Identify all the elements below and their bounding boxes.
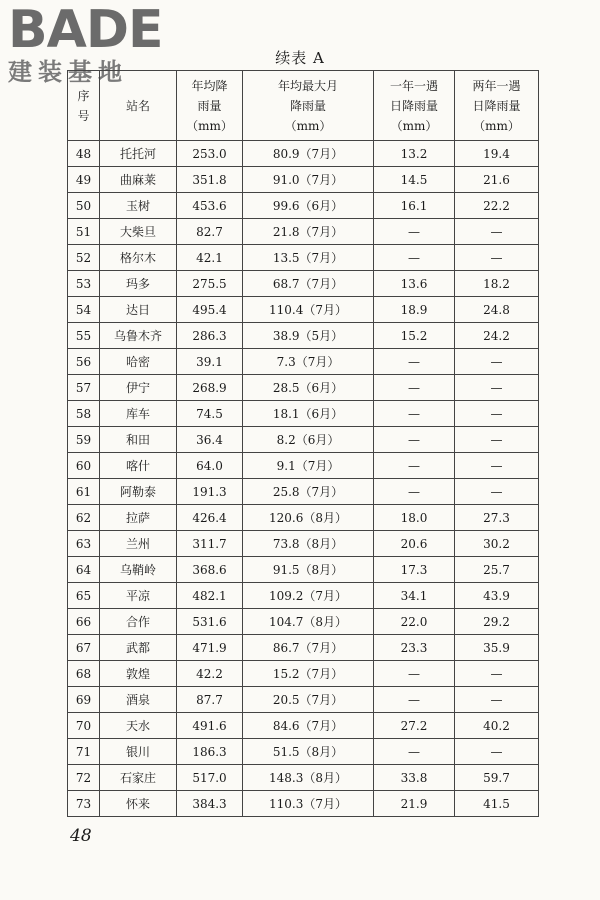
- cell-no: 52: [68, 245, 100, 271]
- cell-two-year-daily: 41.5: [455, 791, 539, 817]
- cell-annual-rainfall: 82.7: [177, 219, 243, 245]
- cell-two-year-daily: 18.2: [455, 271, 539, 297]
- cell-station: 石家庄: [100, 765, 177, 791]
- table-row: [68, 141, 539, 167]
- cell-station: 拉萨: [100, 505, 177, 531]
- cell-no: 71: [68, 739, 100, 765]
- table-row: [68, 531, 539, 557]
- cell-station: 格尔木: [100, 245, 177, 271]
- cell-annual-rainfall: 495.4: [177, 297, 243, 323]
- cell-station: 大柴旦: [100, 219, 177, 245]
- header-station: [100, 71, 177, 141]
- cell-one-year-daily: 15.2: [374, 323, 455, 349]
- cell-one-year-daily: —: [374, 245, 455, 271]
- table-row: [68, 687, 539, 713]
- cell-max-month-rainfall: 8.2（6月）: [243, 427, 374, 453]
- table-row: [68, 167, 539, 193]
- table-row: [68, 271, 539, 297]
- cell-station: 喀什: [100, 453, 177, 479]
- cell-two-year-daily: 40.2: [455, 713, 539, 739]
- cell-station: 库车: [100, 401, 177, 427]
- cell-one-year-daily: —: [374, 687, 455, 713]
- cell-station: 托托河: [100, 141, 177, 167]
- cell-station: 玛多: [100, 271, 177, 297]
- cell-no: 55: [68, 323, 100, 349]
- header-line: 号: [77, 108, 90, 123]
- cell-max-month-rainfall: 13.5（7月）: [243, 245, 374, 271]
- cell-no: 70: [68, 713, 100, 739]
- cell-two-year-daily: —: [455, 427, 539, 453]
- cell-max-month-rainfall: 25.8（7月）: [243, 479, 374, 505]
- cell-no: 48: [68, 141, 100, 167]
- table-row: [68, 791, 539, 817]
- header-line: 日降雨量: [472, 98, 521, 113]
- cell-two-year-daily: 29.2: [455, 609, 539, 635]
- header-line: 一年一遇: [389, 78, 438, 93]
- cell-station: 和田: [100, 427, 177, 453]
- cell-max-month-rainfall: 110.3（7月）: [243, 791, 374, 817]
- cell-max-month-rainfall: 110.4（7月）: [243, 297, 374, 323]
- cell-annual-rainfall: 517.0: [177, 765, 243, 791]
- cell-one-year-daily: 18.9: [374, 297, 455, 323]
- cell-two-year-daily: 21.6: [455, 167, 539, 193]
- cell-station: 哈密: [100, 349, 177, 375]
- cell-two-year-daily: 24.8: [455, 297, 539, 323]
- cell-no: 73: [68, 791, 100, 817]
- cell-one-year-daily: 13.2: [374, 141, 455, 167]
- cell-one-year-daily: 13.6: [374, 271, 455, 297]
- cell-station: 怀来: [100, 791, 177, 817]
- cell-max-month-rainfall: 99.6（6月）: [243, 193, 374, 219]
- table-row: [68, 661, 539, 687]
- cell-two-year-daily: —: [455, 219, 539, 245]
- cell-no: 63: [68, 531, 100, 557]
- cell-station: 兰州: [100, 531, 177, 557]
- cell-station: 阿勒泰: [100, 479, 177, 505]
- table-caption: 续表 A: [275, 49, 325, 67]
- cell-one-year-daily: —: [374, 401, 455, 427]
- table-row: [68, 453, 539, 479]
- cell-one-year-daily: 21.9: [374, 791, 455, 817]
- cell-no: 67: [68, 635, 100, 661]
- cell-one-year-daily: 17.3: [374, 557, 455, 583]
- cell-one-year-daily: —: [374, 739, 455, 765]
- cell-max-month-rainfall: 51.5（8月）: [243, 739, 374, 765]
- header-line: 雨量: [197, 98, 222, 113]
- cell-annual-rainfall: 453.6: [177, 193, 243, 219]
- cell-annual-rainfall: 42.2: [177, 661, 243, 687]
- cell-one-year-daily: 20.6: [374, 531, 455, 557]
- table-row: [68, 375, 539, 401]
- cell-two-year-daily: 30.2: [455, 531, 539, 557]
- cell-no: 49: [68, 167, 100, 193]
- header-two-year-daily: [455, 71, 539, 141]
- cell-two-year-daily: —: [455, 739, 539, 765]
- cell-two-year-daily: —: [455, 349, 539, 375]
- cell-no: 56: [68, 349, 100, 375]
- cell-annual-rainfall: 87.7: [177, 687, 243, 713]
- cell-two-year-daily: 22.2: [455, 193, 539, 219]
- cell-station: 曲麻莱: [100, 167, 177, 193]
- cell-annual-rainfall: 286.3: [177, 323, 243, 349]
- cell-station: 达日: [100, 297, 177, 323]
- cell-station: 银川: [100, 739, 177, 765]
- cell-max-month-rainfall: 84.6（7月）: [243, 713, 374, 739]
- cell-station: 酒泉: [100, 687, 177, 713]
- cell-one-year-daily: —: [374, 349, 455, 375]
- cell-max-month-rainfall: 28.5（6月）: [243, 375, 374, 401]
- cell-no: 61: [68, 479, 100, 505]
- header-line: （mm）: [186, 118, 233, 133]
- cell-max-month-rainfall: 109.2（7月）: [243, 583, 374, 609]
- cell-annual-rainfall: 39.1: [177, 349, 243, 375]
- cell-annual-rainfall: 491.6: [177, 713, 243, 739]
- cell-station: 合作: [100, 609, 177, 635]
- table-row: [68, 401, 539, 427]
- cell-station: 敦煌: [100, 661, 177, 687]
- cell-station: 平凉: [100, 583, 177, 609]
- cell-station: 天水: [100, 713, 177, 739]
- cell-annual-rainfall: 471.9: [177, 635, 243, 661]
- cell-annual-rainfall: 268.9: [177, 375, 243, 401]
- cell-two-year-daily: 35.9: [455, 635, 539, 661]
- cell-no: 58: [68, 401, 100, 427]
- table-row: [68, 713, 539, 739]
- cell-station: 玉树: [100, 193, 177, 219]
- cell-max-month-rainfall: 38.9（5月）: [243, 323, 374, 349]
- cell-two-year-daily: —: [455, 453, 539, 479]
- cell-annual-rainfall: 531.6: [177, 609, 243, 635]
- table-row: [68, 505, 539, 531]
- cell-annual-rainfall: 311.7: [177, 531, 243, 557]
- cell-annual-rainfall: 368.6: [177, 557, 243, 583]
- header-line: 降雨量: [289, 98, 326, 113]
- table-row: [68, 427, 539, 453]
- header-line: （mm）: [473, 118, 520, 133]
- header-line: 年均最大月: [277, 78, 338, 93]
- cell-two-year-daily: —: [455, 661, 539, 687]
- cell-no: 72: [68, 765, 100, 791]
- cell-annual-rainfall: 42.1: [177, 245, 243, 271]
- cell-annual-rainfall: 36.4: [177, 427, 243, 453]
- cell-annual-rainfall: 384.3: [177, 791, 243, 817]
- cell-annual-rainfall: 64.0: [177, 453, 243, 479]
- table-row: [68, 349, 539, 375]
- table-row: [68, 583, 539, 609]
- cell-station: 武都: [100, 635, 177, 661]
- table-row: [68, 635, 539, 661]
- cell-one-year-daily: —: [374, 479, 455, 505]
- cell-one-year-daily: 16.1: [374, 193, 455, 219]
- cell-one-year-daily: —: [374, 661, 455, 687]
- table-row: [68, 323, 539, 349]
- cell-max-month-rainfall: 7.3（7月）: [243, 349, 374, 375]
- cell-max-month-rainfall: 120.6（8月）: [243, 505, 374, 531]
- logo-subtitle: 建装基地: [8, 58, 128, 86]
- cell-max-month-rainfall: 68.7（7月）: [243, 271, 374, 297]
- cell-two-year-daily: 19.4: [455, 141, 539, 167]
- cell-annual-rainfall: 74.5: [177, 401, 243, 427]
- cell-one-year-daily: 34.1: [374, 583, 455, 609]
- cell-max-month-rainfall: 91.5（8月）: [243, 557, 374, 583]
- header-line: 序: [77, 88, 90, 103]
- cell-annual-rainfall: 186.3: [177, 739, 243, 765]
- cell-two-year-daily: 25.7: [455, 557, 539, 583]
- header-line: （mm）: [284, 118, 332, 133]
- header-line: 日降雨量: [389, 98, 438, 113]
- table-row: [68, 219, 539, 245]
- cell-no: 60: [68, 453, 100, 479]
- cell-two-year-daily: 43.9: [455, 583, 539, 609]
- cell-max-month-rainfall: 18.1（6月）: [243, 401, 374, 427]
- cell-one-year-daily: 14.5: [374, 167, 455, 193]
- header-one-year-daily: [374, 71, 455, 141]
- cell-two-year-daily: —: [455, 401, 539, 427]
- cell-one-year-daily: —: [374, 453, 455, 479]
- cell-max-month-rainfall: 91.0（7月）: [243, 167, 374, 193]
- cell-max-month-rainfall: 73.8（8月）: [243, 531, 374, 557]
- table-row: [68, 609, 539, 635]
- cell-annual-rainfall: 253.0: [177, 141, 243, 167]
- cell-two-year-daily: 24.2: [455, 323, 539, 349]
- cell-no: 62: [68, 505, 100, 531]
- cell-station: 乌鞘岭: [100, 557, 177, 583]
- header-line: 年均降: [191, 78, 228, 93]
- cell-no: 64: [68, 557, 100, 583]
- header-line: （mm）: [390, 118, 438, 133]
- page-number: 48: [70, 826, 92, 846]
- cell-max-month-rainfall: 80.9（7月）: [243, 141, 374, 167]
- cell-no: 59: [68, 427, 100, 453]
- cell-no: 68: [68, 661, 100, 687]
- cell-no: 69: [68, 687, 100, 713]
- cell-station: 伊宁: [100, 375, 177, 401]
- table-row: [68, 479, 539, 505]
- cell-one-year-daily: 33.8: [374, 765, 455, 791]
- cell-max-month-rainfall: 21.8（7月）: [243, 219, 374, 245]
- cell-annual-rainfall: 275.5: [177, 271, 243, 297]
- cell-no: 65: [68, 583, 100, 609]
- cell-no: 50: [68, 193, 100, 219]
- cell-no: 57: [68, 375, 100, 401]
- cell-two-year-daily: —: [455, 479, 539, 505]
- table-row: [68, 739, 539, 765]
- rainfall-table: [67, 70, 539, 817]
- cell-no: 53: [68, 271, 100, 297]
- cell-annual-rainfall: 426.4: [177, 505, 243, 531]
- table-row: [68, 557, 539, 583]
- cell-max-month-rainfall: 9.1（7月）: [243, 453, 374, 479]
- header-line: 两年一遇: [472, 78, 521, 93]
- cell-two-year-daily: —: [455, 375, 539, 401]
- header-row: [68, 71, 539, 141]
- cell-no: 54: [68, 297, 100, 323]
- header-max-month-rainfall: [243, 71, 374, 141]
- cell-max-month-rainfall: 20.5（7月）: [243, 687, 374, 713]
- cell-max-month-rainfall: 15.2（7月）: [243, 661, 374, 687]
- cell-max-month-rainfall: 86.7（7月）: [243, 635, 374, 661]
- cell-annual-rainfall: 482.1: [177, 583, 243, 609]
- cell-no: 66: [68, 609, 100, 635]
- header-annual-rainfall: [177, 71, 243, 141]
- cell-annual-rainfall: 351.8: [177, 167, 243, 193]
- header-no: [68, 71, 100, 141]
- table-row: [68, 765, 539, 791]
- cell-one-year-daily: 18.0: [374, 505, 455, 531]
- header-line: 站名: [125, 98, 150, 113]
- cell-two-year-daily: —: [455, 687, 539, 713]
- cell-annual-rainfall: 191.3: [177, 479, 243, 505]
- cell-no: 51: [68, 219, 100, 245]
- cell-one-year-daily: 23.3: [374, 635, 455, 661]
- cell-one-year-daily: 22.0: [374, 609, 455, 635]
- cell-max-month-rainfall: 104.7（8月）: [243, 609, 374, 635]
- cell-one-year-daily: —: [374, 375, 455, 401]
- table-row: [68, 193, 539, 219]
- cell-two-year-daily: 59.7: [455, 765, 539, 791]
- table-row: [68, 297, 539, 323]
- cell-station: 乌鲁木齐: [100, 323, 177, 349]
- cell-two-year-daily: 27.3: [455, 505, 539, 531]
- cell-max-month-rainfall: 148.3（8月）: [243, 765, 374, 791]
- cell-one-year-daily: —: [374, 427, 455, 453]
- logo-brand: BADE: [8, 0, 163, 60]
- cell-two-year-daily: —: [455, 245, 539, 271]
- cell-one-year-daily: 27.2: [374, 713, 455, 739]
- cell-one-year-daily: —: [374, 219, 455, 245]
- table-row: [68, 245, 539, 271]
